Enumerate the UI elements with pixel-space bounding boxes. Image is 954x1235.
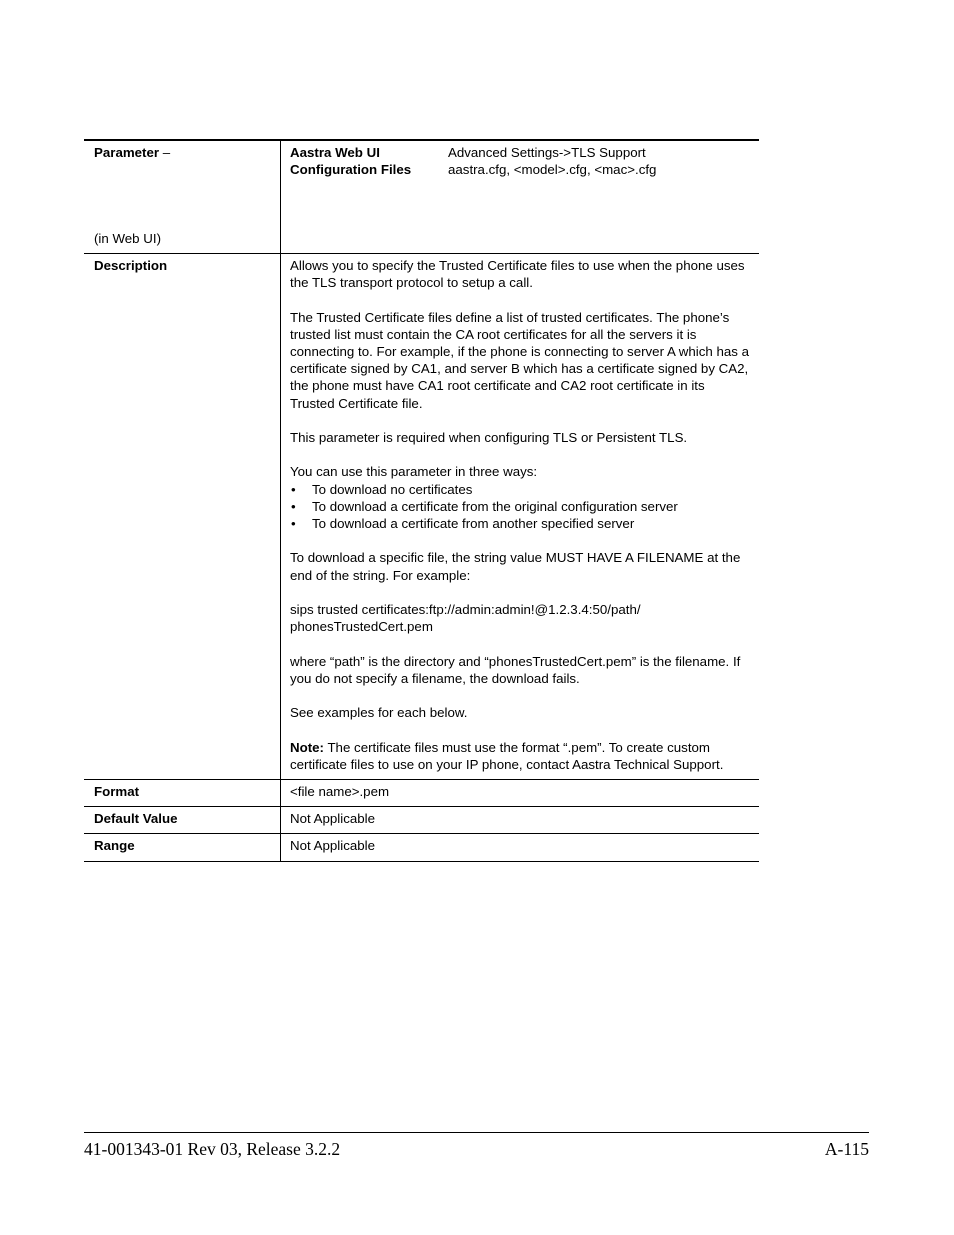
note-label: Note: — [290, 739, 324, 755]
list-item: • To download a certificate from the original configuration server — [290, 498, 751, 515]
range-row — [84, 834, 759, 861]
description-trusted-list: The Trusted Certificate files define a list of trusted certificates. The phone’s trusted list must contain the CA root certificates for all the servers it is connecting to. For example, if the phone is connecting to server A which has a certificate signed by CA1, and server B which has a certificate signed by CA2, the phone must have CA1 root certificate and CA2 root certificate in its Trusted Certificate file. — [290, 309, 750, 411]
parameter-sublabel: (in Web UI) — [94, 230, 161, 246]
page-footer — [84, 1132, 869, 1160]
default-value-label: Default Value — [84, 807, 281, 833]
description-note — [290, 739, 751, 773]
example-line-1: sips trusted certificates:ftp://admin:admin!@1.2.3.4:50/path/ — [290, 601, 641, 617]
format-value: <file name>.pem — [290, 783, 390, 799]
parameter-table — [84, 139, 759, 862]
parameter-row — [84, 141, 759, 254]
description-required: This parameter is required when configuring TLS or Persistent TLS. — [290, 430, 688, 445]
description-see-examples: See examples for each below. — [290, 705, 468, 721]
list-item: • To download no certificates — [290, 481, 751, 498]
range-value: Not Applicable — [290, 838, 376, 854]
description-text — [281, 254, 759, 779]
parameter-value-cell — [281, 141, 759, 253]
page-number: A-115 — [824, 1139, 869, 1159]
parameter-dash: – — [159, 145, 171, 160]
parameter-label: Parameter — [94, 145, 160, 160]
note-text: The certificate files must use the format “.pem”. To create custom certificate files to use on your IP phone, contact Aastra Technical Support. — [290, 739, 724, 772]
example-line-2: phonesTrustedCert.pem — [290, 619, 433, 635]
ways-list — [290, 481, 751, 533]
document-id: 41-001343-01 Rev 03, Release 3.2.2 — [84, 1139, 341, 1159]
list-item: • To download a certificate from another specified server — [290, 515, 751, 532]
description-filename-rule: To download a specific file, the string value MUST HAVE A FILENAME at the end of the string. For example: — [290, 550, 741, 583]
config-files-value: aastra.cfg, <model>.cfg, <mac>.cfg — [448, 162, 657, 178]
web-ui-entry — [290, 144, 751, 161]
description-path-explanation: where “path” is the directory and “phonesTrustedCert.pem” is the filename. If you do not specify a filename, the download fails. — [290, 653, 741, 686]
default-value-value: Not Applicable — [290, 811, 376, 827]
description-example — [290, 601, 751, 635]
format-row — [84, 780, 759, 807]
default-value-row — [84, 807, 759, 834]
description-label: Description — [84, 254, 281, 779]
config-files-label: Configuration Files — [290, 162, 412, 178]
config-files-entry — [290, 161, 751, 178]
description-ways-intro: You can use this parameter in three ways: — [290, 464, 538, 480]
description-intro: Allows you to specify the Trusted Certificate files to use when the phone uses the TLS transport protocol to setup a call. — [290, 258, 745, 291]
format-label: Format — [84, 780, 281, 806]
parameter-label-cell — [84, 141, 281, 253]
description-row — [84, 254, 759, 780]
web-ui-label: Aastra Web UI — [290, 145, 380, 160]
range-label: Range — [84, 834, 281, 860]
web-ui-value: Advanced Settings->TLS Support — [448, 145, 646, 160]
